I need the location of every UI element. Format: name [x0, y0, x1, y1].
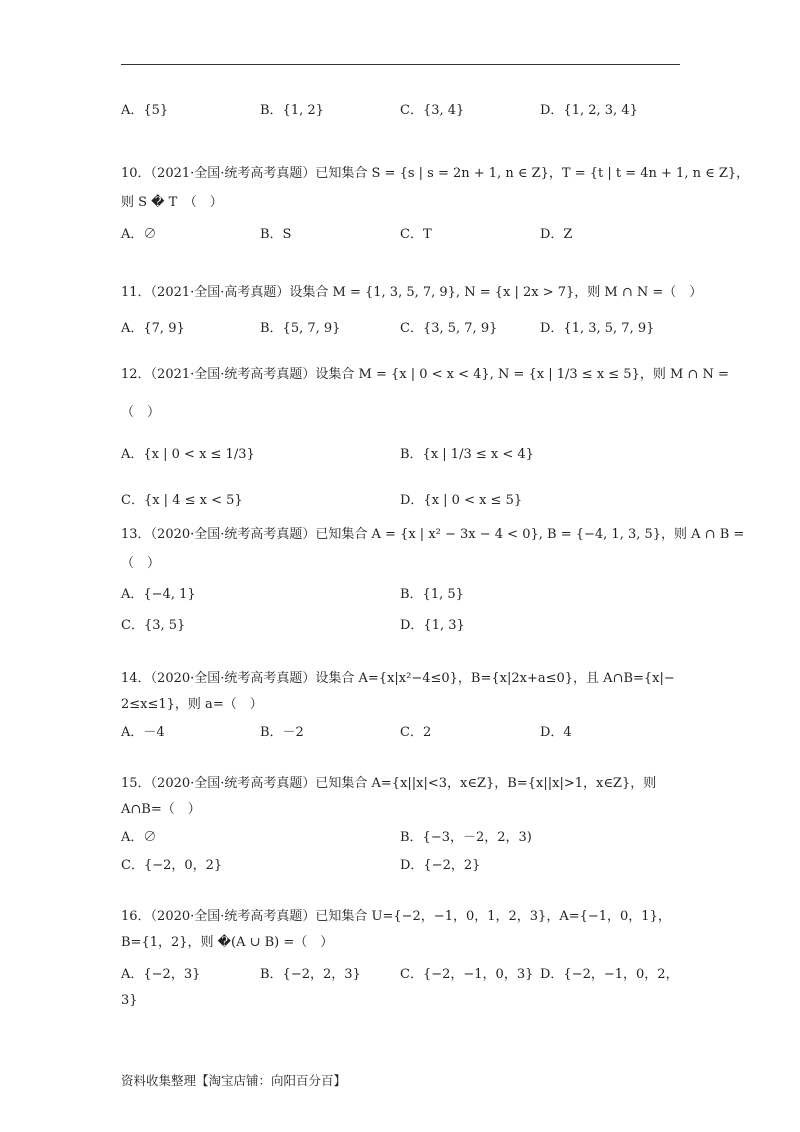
q16-option-a: A．{−2，3} [121, 967, 201, 982]
q13-option-a: A．{−4, 1} [121, 587, 196, 602]
header-rule [121, 64, 680, 65]
q13-stem-line2: （ ） [121, 556, 161, 571]
q14-option-d: D．4 [540, 725, 572, 740]
q14-option-c: C．2 [400, 725, 432, 740]
q12-stem-line2: （ ） [121, 405, 161, 420]
q15-option-c: C．{−2，0，2} [121, 858, 223, 873]
q10-option-d: D．Z [540, 227, 573, 242]
q13-option-b: B．{1, 5} [400, 587, 464, 602]
q10-stem-line2: 则 S � T （ ） [121, 195, 223, 210]
q15-stem-line1: 15．（2020·全国·统考高考真题）已知集合 A={x||x|<3，x∈Z}，B={x||x|>1，x∈Z}，则 [121, 776, 657, 791]
q12-option-a: A．{x | 0 < x ≤ 1/3} [121, 447, 255, 462]
q9-option-d: D．{1, 2, 3, 4} [540, 103, 638, 118]
q10-stem-line1: 10．（2021·全国·统考高考真题）已知集合 S = {s | s = 2n + 1, n ∈ Z}，T = {t | t = 4n + 1, n ∈ Z}， [121, 166, 750, 181]
q16-stem-line2: B={1，2}，则 �(A ∪ B) =（ ） [121, 935, 334, 950]
q14-stem-line2: 2≤x≤1}，则 a=（ ） [121, 697, 263, 712]
q10-option-b: B．S [260, 227, 292, 242]
q16-option-d-continued: 3} [121, 993, 138, 1008]
q14-option-a: A．－4 [121, 725, 165, 740]
q15-option-a: A．∅ [121, 830, 157, 845]
q9-option-a: A．{5} [121, 103, 169, 118]
q12-option-d: D．{x | 0 < x ≤ 5} [400, 493, 523, 508]
q16-stem-line1: 16．（2020·全国·统考高考真题）已知集合 U={−2，−1，0，1，2，3}，A={−1，0，1}， [121, 909, 671, 924]
q15-option-d: D．{−2，2} [400, 858, 481, 873]
q11-option-b: B．{5, 7, 9} [260, 321, 341, 336]
q13-stem-line1: 13．（2020·全国·统考高考真题）已知集合 A = {x | x² − 3x − 4 < 0}, B = {−4, 1, 3, 5}，则 A ∩ B = [121, 527, 745, 542]
q15-stem-line2: A∩B=（ ） [121, 802, 201, 817]
q9-option-b: B．{1, 2} [260, 103, 324, 118]
q16-option-c: C．{−2，−1，0，3} [400, 967, 534, 982]
q14-option-b: B．－2 [260, 725, 304, 740]
q10-option-a: A．∅ [121, 227, 157, 242]
page-footer: 资料收集整理【淘宝店铺：向阳百分百】 [121, 1073, 347, 1088]
q9-option-c: C．{3, 4} [400, 103, 465, 118]
q11-stem-line1: 11．（2021·全国·高考真题）设集合 M = {1, 3, 5, 7, 9}, N = {x | 2x > 7}，则 M ∩ N =（ ） [121, 285, 703, 300]
q12-option-b: B．{x | 1/3 ≤ x < 4} [400, 447, 534, 462]
q11-option-c: C．{3, 5, 7, 9} [400, 321, 498, 336]
q10-option-c: C．T [400, 227, 432, 242]
q14-stem-line1: 14．（2020·全国·统考高考真题）设集合 A={x|x²−4≤0}，B={x|2x+a≤0}，且 A∩B={x|− [121, 671, 675, 686]
q12-option-c: C．{x | 4 ≤ x < 5} [121, 493, 243, 508]
q12-stem-line1: 12．（2021·全国·统考高考真题）设集合 M = {x | 0 < x < 4}, N = {x | 1/3 ≤ x ≤ 5}，则 M ∩ N = [121, 367, 729, 382]
q13-option-c: C．{3, 5} [121, 618, 186, 633]
q15-option-b: B．{−3，－2，2，3) [400, 830, 532, 845]
q16-option-b: B．{−2，2，3} [260, 967, 361, 982]
q13-option-d: D．{1, 3} [400, 618, 465, 633]
q11-option-d: D．{1, 3, 5, 7, 9} [540, 321, 655, 336]
q11-option-a: A．{7, 9} [121, 321, 185, 336]
q16-option-d: D．{−2，−1，0，2， [540, 967, 679, 982]
